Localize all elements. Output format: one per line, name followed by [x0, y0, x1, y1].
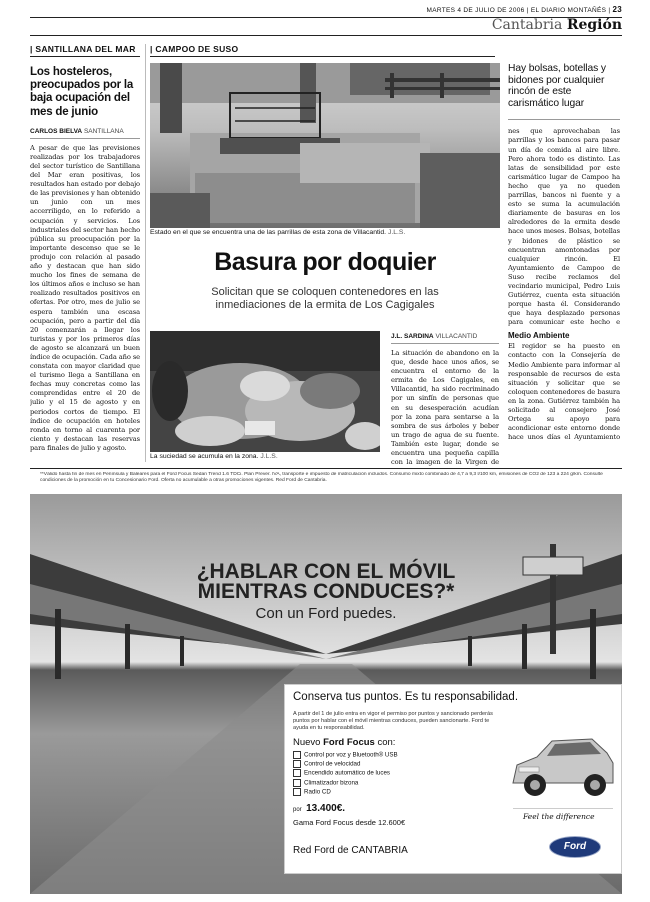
section-right: Región — [566, 17, 622, 33]
main-headline: Basura por doquier — [214, 248, 436, 276]
checkbox-icon — [293, 779, 301, 787]
ad-headline — [30, 562, 622, 602]
main-col2 — [508, 63, 620, 442]
ad-divider — [513, 808, 613, 809]
ad-box-text: A partir del 1 de julio entra en vigor el permiso por puntos y sancionado perderás puntos por hablar con el móvil mientras conduces, pueden sancionarte. Ford te ayuda en tu responsabilidad. — [293, 711, 493, 731]
ad-feature-item: Radio CD — [293, 788, 398, 797]
ad-headline-line1: ¿HABLAR CON EL MÓVIL — [196, 560, 456, 583]
section-title — [492, 17, 622, 33]
ad-feature-list — [293, 751, 398, 797]
ford-logo: Ford — [549, 836, 601, 858]
ad-box-title: Conserva tus puntos. Es tu responsabilidad. — [293, 691, 519, 703]
main-byline: J.L. SARDINA VILLACANTID — [391, 333, 478, 340]
main-kicker: | CAMPOO DE SUSO — [150, 44, 495, 57]
ad-feature-item: Climatizador bizona — [293, 779, 398, 788]
photo2-caption: La suciedad se acumula en la zona. J.L.S. — [150, 453, 278, 460]
main-subheadline: Solicitan que se coloquen contenedores en las inmediaciones de la ermita de Los Cagigales — [211, 286, 439, 311]
ad-subline: Con un Ford puedes. — [255, 605, 397, 622]
ad-fine-print: **Válido hasta fin de mes en Península y Baleares para el Ford Focus Sedan Trend 1.6 TDCi. Plan Prever. IVA, transporte e impuesto de matriculación incluidos. Consumo mixto combinado de 4,7 a 9,3 l/100 km, emisiones de CO2 de 123 a 224 g/km. Consulte condiciones de la promoción en tu Concesionario Ford. Oferta no acumulable a otras promociones vigentes. Red Ford de Cantabria. — [40, 472, 603, 484]
ad-info-box — [284, 684, 622, 874]
ad-slogan: Feel the difference — [523, 812, 595, 821]
col2-pull-headline: Hay bolsas, botellas y bidones por cualquier rincón de este carismático lugar — [508, 63, 606, 109]
left-body: A pesar de que las previsiones realizadas por los trabajadores del sector turístico de Santillana del Mar eran positivas, los resultados han estado por debajo de las previsiones y han obtenido un junio con un mes accerriligdo, en lo referido a ocupación y servicios. Los industriales del sector han hecho pública su preocupación por la importante descenso que se le produjo con relación al pasado año y destacan que han sido mucho los fines de semana de los últimos años e incluso se han realizado resultados positivos en ofertas. Por otro, mes de julio se espera también una escasa ocupación, pero a partir del día 20 comenzarán a llegar los turistas y por los primeros días de agosto se alcanzará un buen índice de ocupación. Cada año se constata con mayor claridad que el turismo llega a Santillana en fechas muy concretas como las comprendidas entre el 20 de julio y el 15 de agosto y en periodos cortos de tiempo. El índice de ocupación en hoteles ronda en torno al cuarenta por ciento y destacan las reservas para finales de julio y agosto. — [30, 143, 140, 452]
photo1-caption: Estado en el que se encuentra una de las parrillas de esta zona de Villacantid. J.L.S. — [150, 229, 406, 236]
ad-model-line: Nuevo Ford Focus con: — [293, 737, 396, 748]
checkbox-icon — [293, 751, 301, 759]
ad-price: por 13.400€. — [293, 803, 346, 814]
ad-dealer-line: Red Ford de CANTABRIA — [293, 845, 408, 856]
ad-feature-item: Encendido automático de luces — [293, 769, 398, 778]
left-byline: CARLOS BIELVA SANTILLANA — [30, 127, 124, 135]
ad-feature-item: Control de velocidad — [293, 760, 398, 769]
garbage-pile-image — [150, 331, 380, 452]
ford-advertisement — [30, 494, 622, 894]
medio-ambiente-subhead: Medio Ambiente — [508, 331, 570, 341]
checkbox-icon — [293, 788, 301, 796]
main-col1 — [391, 333, 499, 467]
left-article — [30, 44, 140, 464]
column-divider — [145, 44, 146, 462]
header-newspaper: EL DIARIO MONTAÑÉS — [530, 7, 607, 14]
left-kicker: | SANTILLANA DEL MAR — [30, 44, 140, 57]
section-rule — [30, 35, 622, 36]
ford-focus-car-image — [507, 723, 617, 805]
header-page-number: 23 — [612, 5, 622, 14]
checkbox-icon — [293, 760, 301, 768]
fine-print-rule — [30, 468, 622, 469]
main-col1-body: La situación de abandono en la que, desde hace unos años, se encuentra el entorno de la ermita de Los Cagigales, en Villacantid, ha sido recriminado por un sinfín de personas que en su desesperación acudían por la zona para sentarse a la sombra de sus árboles y beber un trago de agua de su fuente. También este lugar, donde se encuentra una pequeña capilla con la imagen de la Virgen de — [391, 349, 499, 467]
photo-garbage-pile — [150, 331, 380, 452]
checkbox-icon — [293, 769, 301, 777]
photo-grill-ruins — [150, 63, 500, 228]
ad-feature-item: Control por voz y Bluetooth® USB — [293, 751, 398, 760]
ad-range-line: Gama Ford Focus desde 12.600€ — [293, 818, 406, 827]
header-dateline: MARTES 4 DE JULIO DE 2006 — [426, 7, 525, 14]
section-left: Cantabria — [491, 17, 563, 33]
page-header: MARTES 4 DE JULIO DE 2006 | EL DIARIO MONTAÑÉS | 23 — [30, 5, 622, 18]
main-col2-body: nes que aprovechaban las parrillas y los bancos para pasar un día de comida al aire libre. Pero ahora todo es distinto. Las latas de sensibilidad por este carismático lugar de Campoo ha hecho que ya no queden parrillas, bancos ni fuente y a esto se suma la acumulación diariamente de basuras en los alrededores de la ermita desde hace unos meses. Bolsas, botellas y bidones de plástico se encuentran amontonadas por cualquier rincón. El Ayuntamiento de Campoo de Suso recibe reclamos del vecindario municipal, Pedro Luis Gutiérrez, cuenta esta situación porque hasta él. Considerando que haya desplazado personas para comunicar este hecho e — [508, 127, 620, 327]
ad-headline-line2: MIENTRAS CONDUCES?* — [197, 580, 455, 603]
main-col2-body-2: El regidor se ha puesto en contacto con la Consejería de Medio Ambiente para informar al responsable de recursos de esta situación y solicitar que se coloquen contenedores de basura en la zona. Gutiérrez también ha solicitado al consejero José Ortega su apoyo para acondicionar este entorno donde hace unos días el Ayuntamiento — [508, 342, 620, 442]
grill-ruins-image — [150, 63, 500, 228]
ad-model-name: Ford Focus — [323, 737, 375, 748]
left-headline: Los hosteleros, preocupados por la baja ocupación del mes de junio — [30, 66, 134, 118]
